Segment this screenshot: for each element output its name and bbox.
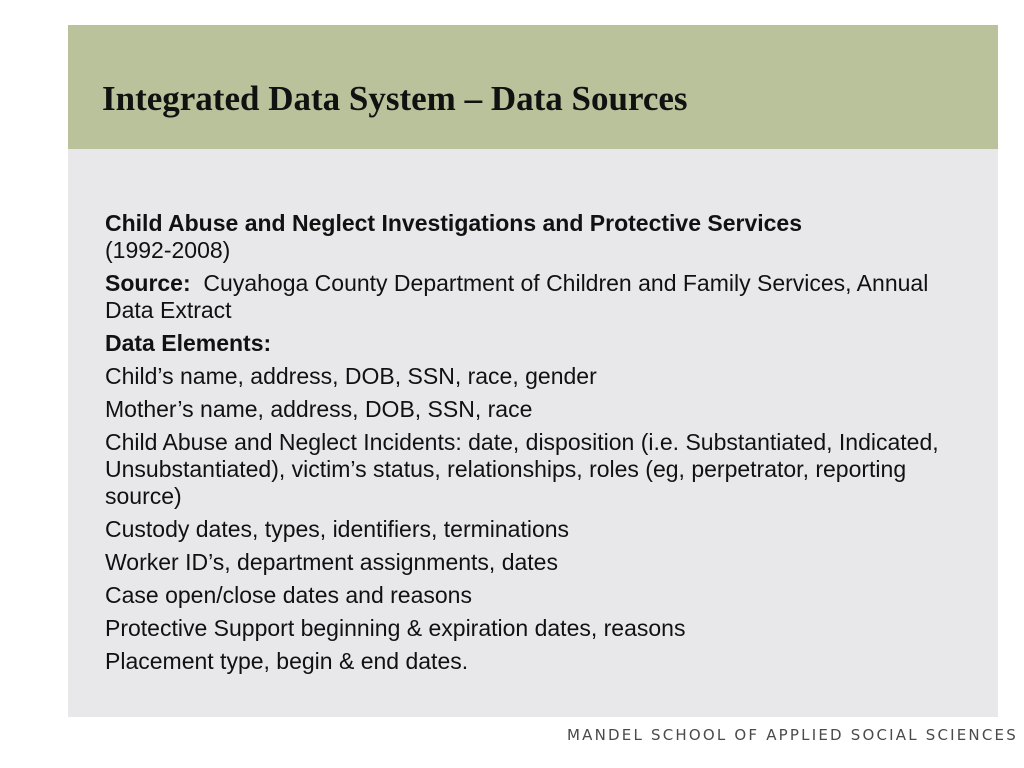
section-heading — [105, 210, 945, 264]
title-band — [68, 25, 998, 149]
list-item: Mother’s name, address, DOB, SSN, race — [105, 396, 533, 422]
school-footer: MANDEL SCHOOL OF APPLIED SOCIAL SCIENCES — [567, 726, 1018, 744]
list-item: Child’s name, address, DOB, SSN, race, gender — [105, 363, 597, 389]
source-label: Source: — [105, 270, 191, 296]
list-item: Custody dates, types, identifiers, terminations — [105, 516, 570, 542]
source-line — [105, 270, 945, 324]
section-heading-title: Child Abuse and Neglect Investigations and Protective Services — [105, 210, 803, 236]
slide-panel — [68, 25, 998, 717]
list-item: Placement type, begin & end dates. — [105, 648, 469, 674]
list-item: Protective Support beginning & expiration dates, reasons — [105, 615, 686, 641]
list-item: Case open/close dates and reasons — [105, 582, 472, 608]
list-item: Worker ID’s, department assignments, dates — [105, 549, 558, 575]
section-heading-years: (1992-2008) — [105, 237, 231, 263]
slide-title: Integrated Data System – Data Sources — [102, 79, 688, 118]
source-text: Cuyahoga County Department of Children and Family Services, Annual Data Extract — [105, 270, 929, 323]
list-item: Child Abuse and Neglect Incidents: date, disposition (i.e. Substantiated, Indicated, Unsubstantiated), victim’s status, relationships, roles (eg, perpetrator, reporting source) — [105, 429, 939, 509]
slide-body — [105, 210, 945, 681]
data-elements-label: Data Elements: — [105, 330, 272, 356]
